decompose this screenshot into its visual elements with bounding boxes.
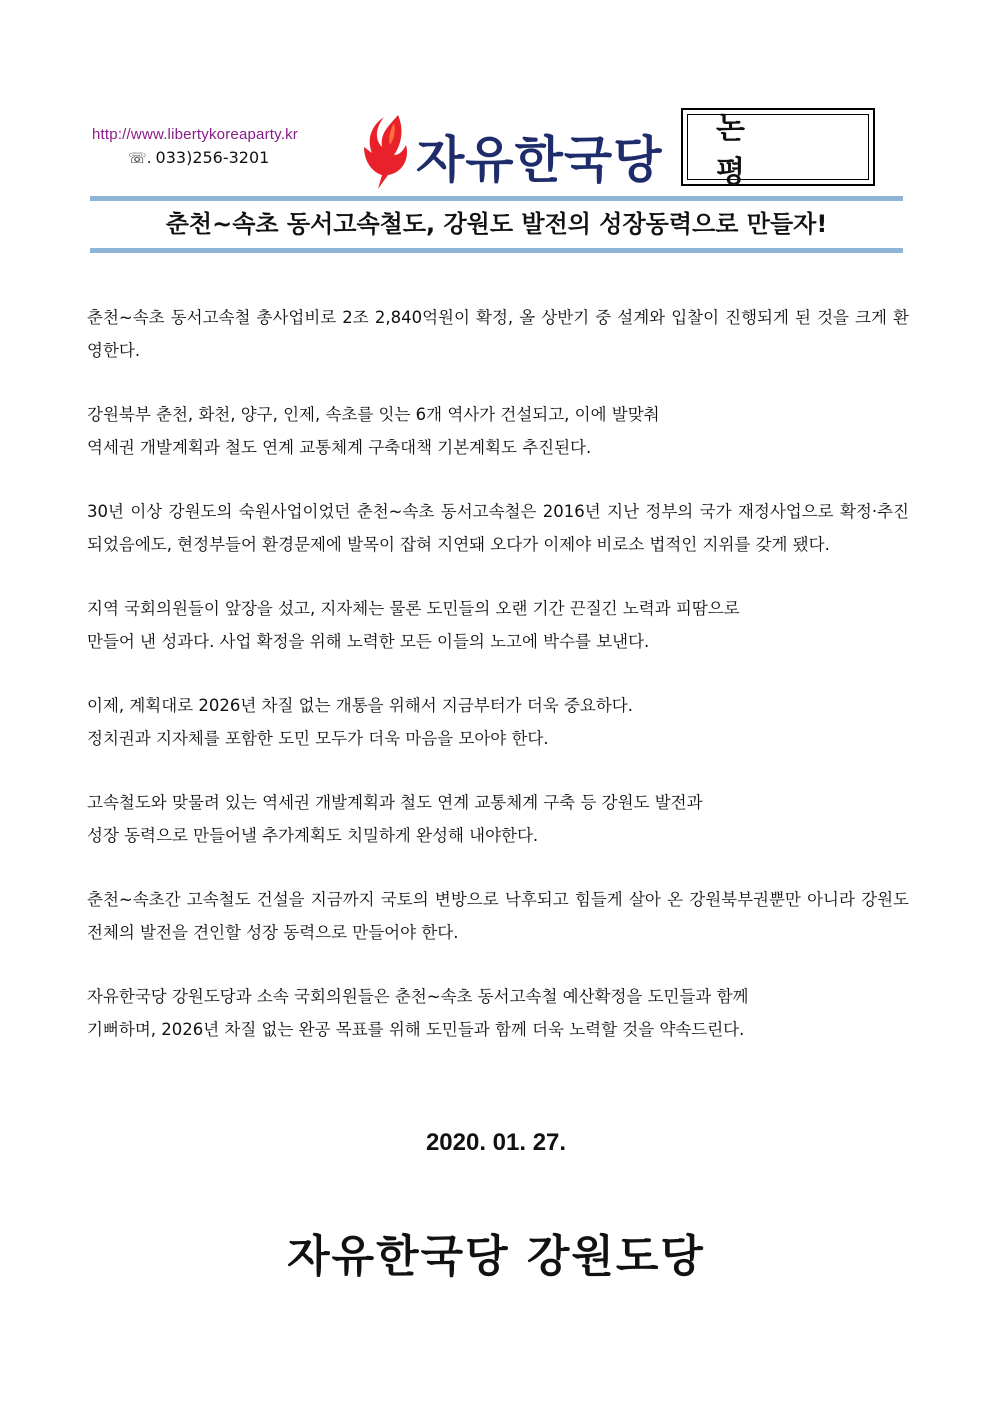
torch-flame-icon <box>358 113 420 189</box>
telephone-icon: ☏. <box>128 148 152 167</box>
commentary-badge <box>681 108 875 190</box>
body-paragraph: 자유한국당 강원도당과 소속 국회의원들은 춘천~속초 동서고속철 예산확정을 도민들과 함께 기뻐하며, 2026년 차질 없는 완공 목표를 위해 도민들과 함께 더욱 노력할 것을 약속드린다. <box>87 987 749 1039</box>
commentary-badge-label: 논 평 <box>687 114 869 180</box>
body-paragraph: 춘천~속초 동서고속철 총사업비로 2조 2,840억원이 확정, 올 상반기 중 설계와 입찰이 진행되게 된 것을 크게 환영한다. <box>87 308 909 360</box>
body-paragraph: 춘천~속초간 고속철도 건설을 지금까지 국토의 변방으로 낙후되고 힘들게 살아 온 강원북부권뿐만 아니라 강원도 전체의 발전을 견인할 성장 동력으로 만들어야 한다. <box>87 890 909 942</box>
body-paragraph: 30년 이상 강원도의 숙원사업이었던 춘천~속초 동서고속철은 2016년 지난 정부의 국가 재정사업으로 확정·추진되었음에도, 현정부들어 환경문제에 발목이 잡혀 지연돼 오다가 이제야 비로소 법적인 지위를 갖게 됐다. <box>87 502 909 554</box>
party-logo <box>358 110 663 192</box>
phone-number-text: 033)256-3201 <box>155 148 270 167</box>
issuer-signature: 자유한국당 강원도당 <box>287 1231 705 1282</box>
body-paragraph: 지역 국회의원들이 앞장을 섰고, 지자체는 물론 도민들의 오랜 기간 끈질긴 노력과 피땀으로 만들어 낸 성과다. 사업 확정을 위해 노력한 모든 이들의 노고에 박수를 보낸다. <box>87 599 740 651</box>
body-paragraph: 고속철도와 맞물려 있는 역세권 개발계획과 철도 연계 교통체계 구축 등 강원도 발전과 성장 동력으로 만들어낼 추가계획도 치밀하게 완성해 내야한다. <box>87 793 703 845</box>
body-paragraph: 강원북부 춘천, 화천, 양구, 인제, 속초를 잇는 6개 역사가 건설되고, 이에 발맞춰 역세권 개발계획과 철도 연계 교통체계 구축대책 기본계획도 추진된다. <box>87 405 660 457</box>
title-bottom-rule <box>90 248 903 253</box>
body-paragraph: 이제, 계획대로 2026년 차질 없는 개통을 위해서 지금부터가 더욱 중요하다. 정치권과 지자체를 포함한 도민 모두가 더욱 마음을 모아야 한다. <box>87 696 633 748</box>
document-title: 춘천~속초 동서고속철도, 강원도 발전의 성장동력으로 만들자! <box>165 210 828 238</box>
title-top-rule <box>90 196 903 201</box>
document-body <box>87 302 909 1078</box>
phone-number <box>128 148 269 167</box>
party-logo-text: 자유한국당 <box>416 131 663 189</box>
document-date: 2020. 01. 27. <box>425 1129 567 1156</box>
party-website-url: http://www.libertykoreaparty.kr <box>92 126 298 143</box>
